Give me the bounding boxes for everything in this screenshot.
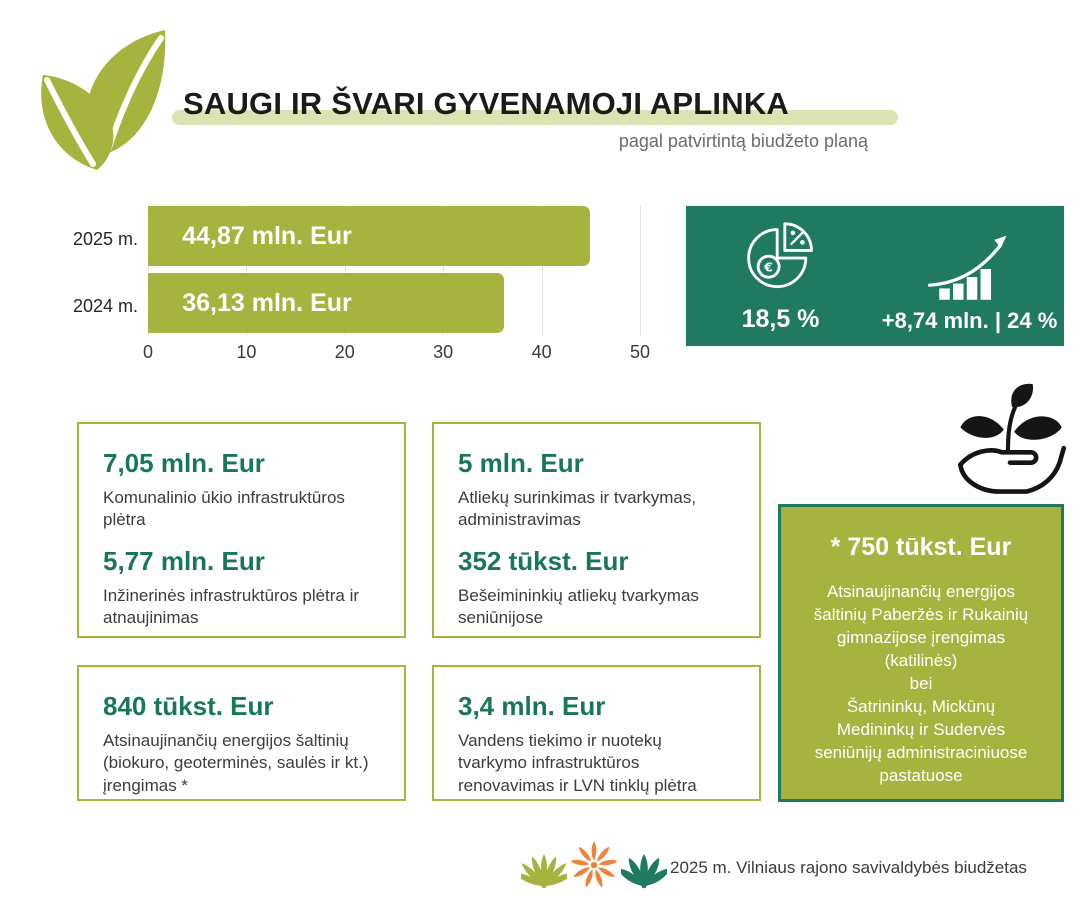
highlight-amount: * 750 tūkst. Eur [830,533,1012,561]
share-stat [686,206,875,346]
amount-text: 7,05 mln. Eur [103,448,265,478]
two-leaves-icon [25,20,185,185]
growth-stat [875,206,1064,346]
card-komunalinis [77,422,406,638]
growth-stat-value: +8,74 mln. | 24 % [881,308,1058,333]
growth-bars-arrow-icon [920,235,1020,303]
highlight-line: šaltinių Paberžės ir Rukainių [813,605,1029,624]
x-tick-10: 10 [236,342,257,362]
description-text: Komunalinio ūkio infrastruktūros plėtra [103,488,345,530]
card-vandens [432,665,761,801]
highlight-line: Atsinaujinančių energijos [826,582,1016,601]
x-tick-40: 40 [531,342,552,362]
share-stat-value: 18,5 % [741,305,820,333]
bar-2024 [148,273,504,333]
page-subtitle: pagal patvirtintą biudžeto planą [618,131,868,151]
highlight-line: Šatrininkų, Mickūnų [846,697,996,716]
bar-2024-value-label: 36,13 mln. Eur [182,289,352,317]
highlight-card [778,504,1064,802]
description-text: Inžinerinės infrastruktūros plėtra ir atnaujinimas [103,585,360,628]
y-label-2024: 2024 m. [72,296,138,316]
footer-plant-icons [521,841,667,891]
fan-plant-teal-icon [621,841,667,891]
hand-plant-icon [952,382,1068,504]
x-tick-0: 0 [142,342,154,362]
amount-text: 3,4 mln. Eur [458,691,606,721]
amount-text: 352 tūkst. Eur [458,545,629,576]
x-tick-30: 30 [433,342,454,362]
amount-text: 5,77 mln. Eur [103,545,265,576]
starburst-plant-orange-icon [571,841,617,891]
stats-panel [686,206,1064,346]
amount-text: 5 mln. Eur [458,448,584,478]
description-text: Bešeimininkių atliekų tvarkymas seniūnijose [458,585,699,628]
bar-2025-value-label: 44,87 mln. Eur [182,222,352,250]
highlight-line: (katilinės) [884,651,958,670]
description-text: Vandens tiekimo ir nuotekų tvarkymo infrastruktūros renovavimas ir LVN tinklų plėtra [458,731,697,795]
budget-bar-chart [142,205,651,370]
fan-plant-olive-icon [521,841,567,891]
bar-2025 [148,206,590,266]
gridline [640,205,641,336]
footer-text: 2025 m. Vilniaus rajono savivaldybės biudžetas [670,858,1027,877]
y-label-2025: 2025 m. [72,229,138,249]
description-text: Atsinaujinančių energijos šaltinių (biokuro, geoterminės, saulės ir kt.) įrengimas * [103,731,369,795]
highlight-line: gimnazijose įrengimas [836,628,1006,647]
x-tick-20: 20 [334,342,355,362]
highlight-line: Medininkų ir Sudervės [836,720,1006,739]
description-text: Atliekų surinkimas ir tvarkymas, administravimas [458,488,697,530]
pie-chart-euro-icon [740,220,822,300]
page-title: SAUGI IR ŠVARI GYVENAMOJI APLINKA [183,86,789,121]
card-atlieku [432,422,761,638]
highlight-line: bei [909,674,933,693]
card-energijos [77,665,406,801]
amount-text: 840 tūkst. Eur [103,691,274,721]
highlight-line: seniūnijų administraciniuose [814,743,1028,762]
x-tick-50: 50 [629,342,651,362]
svg-text:€: € [763,260,773,275]
highlight-line: pastatuose [879,766,963,785]
